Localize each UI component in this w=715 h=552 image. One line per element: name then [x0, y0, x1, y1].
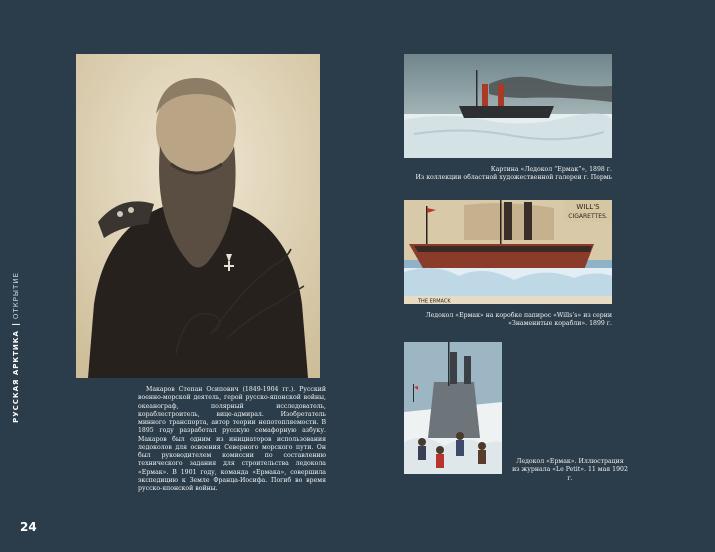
- section-label-divider: [12, 324, 20, 325]
- section-label-secondary: ОТКРЫТИЕ: [12, 272, 20, 320]
- le-petit-caption: [510, 458, 630, 483]
- page-number: 24: [20, 520, 37, 534]
- painting-icebreaker: [404, 54, 612, 158]
- cigarette-card-caption-line1: Ледокол «Ермак» на коробке папирос «Wills’s» из серии: [425, 312, 612, 319]
- cigarette-card-caption-line2: «Знаменитые корабли». 1899 г.: [508, 320, 612, 328]
- le-petit-caption-line2: из журнала «Le Petit». 11 мая 1902 г.: [512, 466, 628, 482]
- card-ship-label: THE ERMACK: [418, 298, 451, 304]
- card-brand-text: WILL'S: [576, 203, 600, 211]
- le-petit-caption-line1: Ледокол «Ермак». Иллюстрация: [516, 458, 624, 465]
- card-brand-subtext: CIGARETTES.: [568, 213, 608, 220]
- section-label: [12, 272, 20, 423]
- portrait-caption: Макаров Степан Осипович (1849-1904 гг.). Русский военно-морской деятель, герой русско-японской войны, океанограф, полярный исследователь, кораблестроитель, вице-адмирал. Изобретатель минного транспорта, автор теории непотопляемости. В 1895 году разработал русскую семафорную азбуку. Макаров был одним из инициаторов использования ледоколов для освоения Северного морского пути. Он был руководителем комиссии по составлению технического задания для строительства ледокола «Ермак». В 1901 году, команда «Ермака», совершила экспедицию к Земле Франца-Иосифа. Погиб во время русско-японской войны.: [138, 386, 326, 492]
- section-label-primary: РУССКАЯ АРКТИКА: [12, 330, 20, 423]
- painting-caption-line1: Картина «Ледокол “Ермак”», 1898 г.: [490, 166, 612, 173]
- painting-caption-line2: Из коллекции областной художественной галереи г. Пермь: [415, 174, 612, 182]
- portrait-photo: [76, 54, 320, 378]
- le-petit-illustration: [404, 342, 502, 474]
- cigarette-card-image: [404, 200, 612, 304]
- painting-caption: [404, 166, 612, 183]
- cigarette-card-caption: [404, 312, 612, 329]
